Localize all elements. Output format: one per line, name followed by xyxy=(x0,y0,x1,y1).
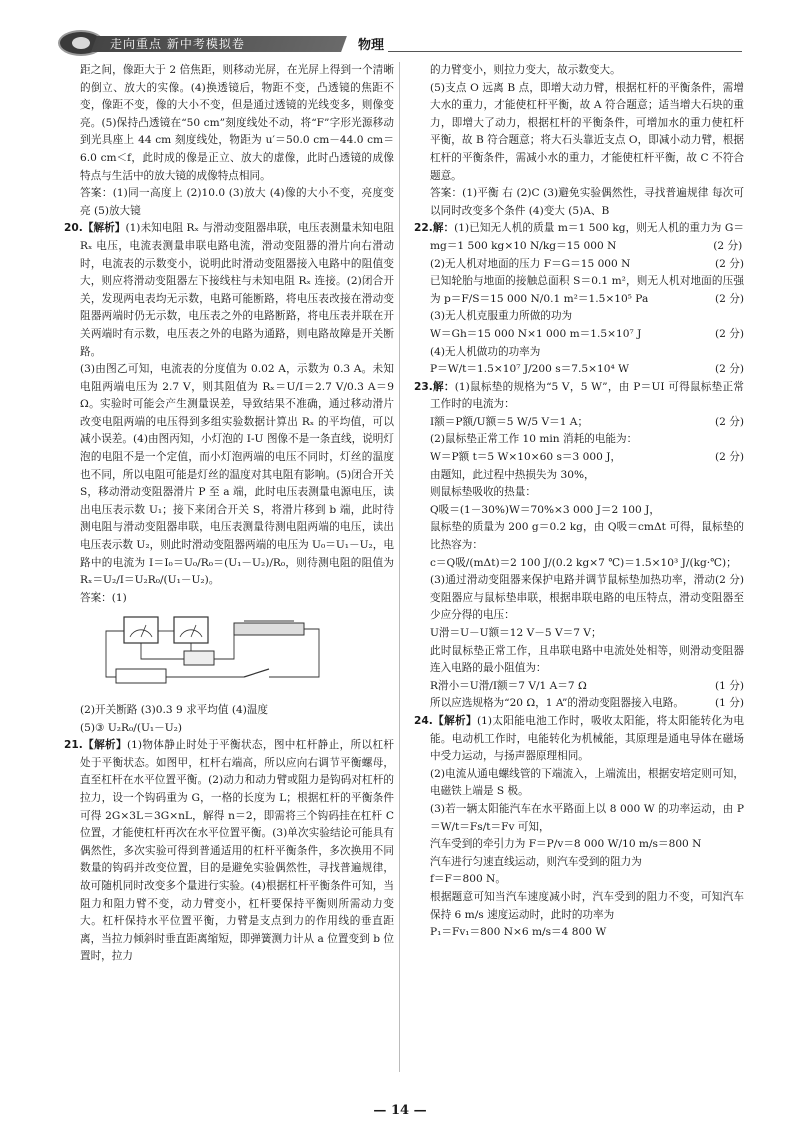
q23-line12: 此时鼠标垫正常工作，且串联电路中电流处处相等，则滑动变阻器连入电路的最小阻值为： xyxy=(430,644,744,675)
series-title: 走向重点 新中考模拟卷 xyxy=(110,37,245,51)
q23-line13 xyxy=(414,678,744,696)
q23-line8: 鼠标垫的质量为 200 g＝0.2 kg，由 Q吸＝cmΔt 可得，鼠标垫的比热容为： xyxy=(430,521,744,552)
right-column xyxy=(414,62,744,942)
q23-text-13: R滑小＝U滑/I额＝7 V/1 A＝7 Ω xyxy=(430,679,587,692)
q23-line2 xyxy=(414,414,744,432)
q22-line5 xyxy=(414,326,744,344)
switch-icon xyxy=(244,669,269,677)
q24-line7: 根据题意可知当汽车速度减小时，汽车受到的阻力不变，可知汽车保持 6 m/s 速度运动时，此时的功率为 xyxy=(430,890,744,921)
q23-line4 xyxy=(414,449,744,467)
q23-text-4: W＝P额 t＝5 W×10×60 s＝3 000 J， xyxy=(430,451,622,464)
q23-text-1: (1)鼠标垫的规格为“5 V，5 W”，由 P＝UI 可得鼠标垫正常工作时的电流为： xyxy=(430,380,744,411)
q22-number: 22. xyxy=(414,222,433,235)
q22-text-7: P＝W/t＝1.5×10⁷ J/200 s＝7.5×10⁴ W xyxy=(430,363,629,376)
q20-analysis-a xyxy=(64,220,394,361)
q22-line7 xyxy=(414,361,744,379)
page-header xyxy=(58,28,742,58)
q21-analysis xyxy=(64,737,394,966)
q19-answer: 答案：(1)同一高度上 (2)10.0 (3)放大 (4)像的大小不变，亮度变亮 (5)放大镜 xyxy=(80,187,394,217)
q21-answer: 答案：(1)平衡 右 (2)C (3)避免实验偶然性，寻找普遍规律 每次可以同时改变多个条件 (4)变大 (5)A、B xyxy=(430,187,744,217)
q22-line3 xyxy=(414,273,744,308)
q21-text: (1)物体静止时处于平衡状态，图中杠杆静止，所以杠杆处于平衡状态。如图甲，杠杆右端高，所以应向右调节平衡螺母，直至杠杆在水平位置平衡。(2)动力和动力臂或阻力是钩码对杠杆的拉力，设一个钩码重为 G，一格的长度为 L；根据杠杆的平衡条件可得 2G×3L＝3G×nL，解得 n＝2，即需将三个钩码挂在杠杆 C 位置，才能使杠杆再次在水平位置平衡。(3)单次实验结论可能具有偶然性，多次实验可得到普通适用的杠杆平衡条件，多次换用不同数量的钩码并改变位置，目的是避免实验偶然性，寻找普遍规律，故可随机同时改变多个量进行实验。(4)根据杠杆平衡条件可知，当阻力和阻力臂不变，动力臂变小，杠杆要保持平衡则所需动力变大。杠杆保持水平位置平衡，力臂是支点到力的作用线的垂直距离，当拉力倾斜时垂直距离缩短，即弹簧测力计从 a 位置变到 b 位置时，拉力 xyxy=(80,739,395,963)
q24-line8: P₁＝Fv₁＝800 N×6 m/s＝4 800 W xyxy=(430,926,607,939)
subject-title: 物理 xyxy=(358,38,385,53)
q21-part5: (5)支点 O 远离 B 点，即增大动力臂，根据杠杆的平衡条件，需增大水的重力，才能使杠杆平衡，故 A 符合题意；适当增大石块的重力，即增大了动力，根据杠杆的平衡条件，可增加水的重力使杠杆平衡，故 B 符合题意；将大石头靠近支点 O，即减小动力臂，根据杠杆的平衡条件，需减小水的重力，才能使杠杆平衡，故 C 不符合题意。 xyxy=(430,81,744,182)
q23-line14 xyxy=(414,695,744,713)
q23-number: 23. xyxy=(414,380,433,393)
battery-icon xyxy=(116,669,166,683)
q22-line1 xyxy=(414,220,744,255)
score-mark: (2 分) xyxy=(715,363,744,376)
q22-tag: 解： xyxy=(432,222,455,235)
q24-line2: (2)电流从通电螺线管的下端流入，上端流出，根据安培定则可知，电磁铁上端是 S 极。 xyxy=(430,767,744,798)
q24-tag: 【解析】 xyxy=(432,714,477,727)
column-divider xyxy=(399,62,400,1072)
q23-tag: 解： xyxy=(432,380,455,393)
q22-text-3: 已知轮胎与地面的接触总面积 S＝0.1 m²，则无人机对地面的压强为 p＝F/S＝15 000 N/0.1 m²＝1.5×10⁵ Pa xyxy=(430,275,744,305)
q23-line6: 则鼠标垫吸收的热量： xyxy=(430,486,536,499)
score-mark: (2 分) xyxy=(715,327,744,340)
q24-line3: (3)若一辆太阳能汽车在水平路面上以 8 000 W 的功率运动，由 P＝W/t＝Fs/t＝Fv 可知， xyxy=(430,802,744,833)
q20-tag: 【解析】 xyxy=(82,222,126,235)
q24-line1 xyxy=(414,713,744,766)
q23-line1 xyxy=(414,379,744,414)
q22-text-1: (1)已知无人机的质量 m＝1 500 kg，则无人机的重力为 G＝mg＝1 500 kg×10 N/kg＝15 000 N xyxy=(430,222,744,252)
circuit-diagram xyxy=(94,611,334,691)
q19-continuation: 距之间，像距大于 2 倍焦距，则移动光屏，在光屏上得到一个清晰的倒立、放大的实像。(4)换透镜后，物距不变，凸透镜的焦距不变，像距不变，像的大小不变，但是通过透镜的光线变多，则像变亮。(5)保持凸透镜在“50 cm”刻度线处不动，将“F”字形光源移动到光具座上 44 cm 刻度线处，物距为 u′＝50.0 cm－44.0 cm＝6.0 cm＜f，此时成的像是正立、放大的虚像，此时凸透镜的成像特点与生活中的放大镜的成像特点相同。 xyxy=(80,64,394,182)
q24-line6: f＝F＝800 N。 xyxy=(430,873,506,886)
q23-text-2: I额＝P额/U额＝5 W/5 V＝1 A； xyxy=(430,415,589,428)
q23-text-9: c＝Q吸/(mΔt)＝2 100 J/(0.2 kg×7 ℃)＝1.5×10³ J/(kg·℃)； xyxy=(430,556,737,569)
q21-continuation: 的力臂变小，则拉力变大，故示数变大。 xyxy=(430,64,621,76)
q24-line5: 汽车进行匀速直线运动，则汽车受到的阻力为 xyxy=(430,855,642,868)
score-mark: (2 分) xyxy=(715,415,744,428)
score-mark: (1 分) xyxy=(715,697,744,710)
q20-text-a: (1)未知电阻 Rₓ 与滑动变阻器串联，电压表测量未知电阻 Rₓ 电压，电流表测量串联电路电流，滑动变阻器的滑片向右滑动时，电流表的示数变小，说明此时滑动变阻器接入电路中的阻值变大，则应将滑动变阻器左下接线柱与未知电阻 Rₓ 连接。(2)闭合开关，发现两电表均无示数，电路可能断路，将电压表改接在滑动变阻器两端时仍无示数，电压表之外的电路断路，将电压表并联在开关两端时有示数，电压表之外的电路为通路，则电路故障是开关断路。 xyxy=(80,222,394,358)
score-mark: (2 分) xyxy=(715,451,744,464)
page-number: — 14 — xyxy=(373,1103,427,1118)
score-mark: (2 分) xyxy=(713,239,743,252)
q23-line11: U滑＝U－U额＝12 V－5 V＝7 V； xyxy=(430,627,602,639)
q24-line4: 汽车受到的牵引力为 F＝P/v＝8 000 W/10 m/s＝800 N xyxy=(430,838,702,851)
q21-number: 21. xyxy=(64,739,83,752)
q20-number: 20. xyxy=(64,222,83,235)
score-mark: (2 分) xyxy=(715,574,744,587)
score-mark: (1 分) xyxy=(715,679,744,692)
score-mark: (2 分) xyxy=(715,257,744,270)
header-rule xyxy=(388,51,742,52)
q22-text-5: W＝Gh＝15 000 N×1 000 m＝1.5×10⁷ J xyxy=(430,327,642,340)
q24-text-1: (1)太阳能电池工作时，吸收太阳能，将太阳能转化为电能。电动机工作时，电能转化为机械能，其原理是通电导体在磁场中受力运动，与扬声器原理相同。 xyxy=(430,714,745,763)
q23-line9 xyxy=(414,555,744,587)
left-column xyxy=(64,62,394,966)
resistor-icon xyxy=(184,651,214,665)
q23-line7: Q吸＝(1－30%)W＝70%×3 000 J＝2 100 J， xyxy=(430,503,660,516)
q23-line3: (2)鼠标垫正常工作 10 min 消耗的电能为： xyxy=(430,433,638,446)
q21-tag: 【解析】 xyxy=(82,739,127,752)
q20-analysis-b: (3)由图乙可知，电流表的分度值为 0.02 A，示数为 0.3 A。未知电阻两端电压为 2.7 V，则其阻值为 Rₓ＝U/I＝2.7 V/0.3 A＝9 Ω。实验时可能会产生测量误差，导致结果不准确，通过移动滑片改变电阻两端的电压得到多组实验数据计算出 Rₓ 的平均值，可以减小误差。(4)由图丙知，小灯泡的 I-U 图像不是一条直线，说明灯泡的电阻不是一个定值，而小灯泡两端的电压不同时，灯丝的温度也不同，所以电阻可能是灯丝的温度对其电阻有影响。(5)闭合开关 S，移动滑动变阻器滑片 P 至 a 端，此时电压表测量电源电压，读出电压表示数 U₁；接下来闭合开关 S，将滑片移到 b 端，此时待测电阻与滑动变阻器串联，电压表测量待测电阻两端的电压，读出电压表示数 U₂，则此时滑动变阻器两端的电压为 U₀＝U₁－U₂，电路中的电流为 I＝I₀＝U₀/R₀＝(U₁－U₂)/R₀，则待测电阻的阻值为 Rₓ＝U₂/I＝U₂R₀/(U₁－U₂)。 xyxy=(80,363,394,587)
q22-line2 xyxy=(414,256,744,274)
q23-text-14: 所以应选规格为“20 Ω，1 A”的滑动变阻器接入电路。 xyxy=(430,697,684,710)
q20-answer-5: (5)③ U₂R₀/(U₁－U₂) xyxy=(80,721,183,734)
q23-line5: 由题知，此过程中热损失为 30%， xyxy=(430,468,595,481)
q23-line10: (3)通过滑动变阻器来保护电路并调节鼠标垫加热功率，滑动变阻器应与鼠标垫串联，根据串联电路的电压特点，滑动变阻器至少应分得的电压： xyxy=(430,574,744,622)
q24-number: 24. xyxy=(414,714,433,727)
rheostat-icon xyxy=(234,623,304,635)
q20-answer-rest: (2)开关断路 (3)0.3 9 求平均值 (4)温度 xyxy=(80,704,269,716)
score-mark: (2 分) xyxy=(715,292,744,305)
q22-line6: (4)无人机做功的功率为 xyxy=(430,345,541,358)
q22-text-2: (2)无人机对地面的压力 F＝G＝15 000 N xyxy=(430,257,631,270)
q20-answer-lead: 答案：(1) xyxy=(80,591,127,604)
q22-line4: (3)无人机克服重力所做的功为 xyxy=(430,310,573,323)
